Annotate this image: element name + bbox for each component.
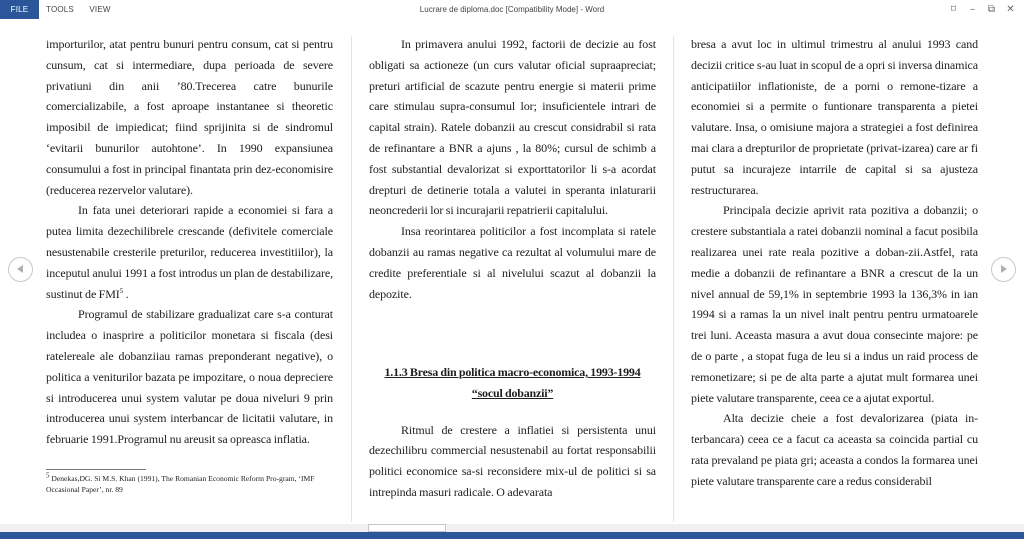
footnote-separator xyxy=(46,469,146,470)
paragraph xyxy=(46,200,333,304)
footnote-text: Denekas,DG. Si M.S. Khan (1991), The Romanian Economic Reform Pro-gram, ‘IMF Occasional Paper’, nr. 89 xyxy=(46,474,315,494)
paragraph: Ritmul de crestere a inflatiei si persistenta unui dezechilibru commercial nesustenabil au fortat responsabilii politici economice sa-si reconsidere mix-ul de politici si sa intrepinda masuri radicale. O adevarata xyxy=(369,422,656,499)
footnote-number: 5 xyxy=(46,471,50,480)
fullscreen-icon[interactable]: ⌑ xyxy=(950,4,957,15)
menu-file[interactable]: FILE xyxy=(0,0,39,19)
next-page-button[interactable] xyxy=(991,257,1016,282)
document-area xyxy=(0,19,1024,524)
page-column-3 xyxy=(691,34,978,492)
footnote-reference[interactable]: 5 xyxy=(119,286,124,295)
window-controls xyxy=(944,0,1020,19)
page-divider xyxy=(673,36,674,522)
section-heading: 1.1.3 Bresa din politica macro-economica, 1993-1994 xyxy=(384,364,641,379)
paragraph: In primavera anului 1992, factorii de decizie au fost obligati sa actioneze (un curs valutar oficial supraapreciat; preturi artificial de scazute pentru energie si materii prime care stimulau supra-consumul lor; insuficientele intrari de capital strain). Ratele dobanzii au crescut considrabil si rata de refinantare a BNR a ajuns , la 80%; cursul de schimb a fost substantial devalorizat si exporttatorilor li s-a acordat drepturi de detinerie totala a valutei in speranta inlaturarii neoncrederii lor si incurajarii repatrierii capitalului. xyxy=(369,37,656,218)
paragraph: bresa a avut loc in ultimul trimestru al anului 1993 cand decizii critice s-au luat in scopul de a opri si inversa dinamica anticipatiilor inflationiste, de a porni o remone-tizare a economiei si a permite o funtionare transparenta a pietei valutare. Insa, o omisiune majora a strategiei a fost definirea mai clara a drepturilor de proprietate (privat-izarea) care ar fi putut sa incurajeze intarrile de capital si sa ajusteza restructurarea. xyxy=(691,37,978,197)
horizontal-scrollbar[interactable] xyxy=(0,524,1024,532)
chevron-right-icon xyxy=(1001,265,1007,273)
paragraph: importurilor, atat pentru bunuri pentru consum, cat si pentru cunsum, cat si intermediare, dupa perioada de severe privatiuni din anii ’80.Trecerea catre bunurile comercializabile, a fost aproape instantanee si theoretic imposibil de impiedicat; fiind sprijinita si de sindromul ‘evitarii bunurilor autohtone’. In 1990 expansiunea consumului a fost in principal finantata prin dez-economisire (reducerea rezervelor valutare). xyxy=(46,37,333,197)
paragraph-text: In fata unei deteriorari rapide a economiei si fara a putea limita dezechilibrele crescande (defivitele comerciale nesustenabile cresterile preturilor, reducerea investitiilor), la inceputul anului 1991 a fost introdus un plan de destabilizare, sustinut de FMI xyxy=(46,203,333,301)
menu-tools[interactable]: TOOLS xyxy=(46,5,74,14)
page-column-1 xyxy=(46,34,333,450)
chevron-left-icon xyxy=(17,265,23,273)
page-column-2 xyxy=(369,34,656,503)
menu-view[interactable]: VIEW xyxy=(89,5,111,14)
page-divider xyxy=(351,36,352,522)
minimize-icon[interactable]: – xyxy=(970,4,975,15)
paragraph: Programul de stabilizare gradualizat care s-a conturat includea o inasprire a politicilor monetara si fiscala (desi ratelereale ale dobanziiau ramas preponderant negative), o politica a veniturilor bazata pe impozitare, o noua depreciere si introducerea unui system valutar pe doua niveluri 9 prin introducerea unui system interbancar de licitatii valutare, in februarie 1991.Programul nu areusit sa opreasca inflatia. xyxy=(46,307,333,447)
window-title: Lucrare de diploma.doc [Compatibility Mode] - Word xyxy=(419,5,605,14)
section-heading-subtitle: “socul dobanzii” xyxy=(471,385,554,400)
close-icon[interactable]: ✕ xyxy=(1006,4,1015,15)
previous-page-button[interactable] xyxy=(8,257,33,282)
paragraph: Insa reorintarea politicilor a fost incomplata si ratele dobanzii au ramas negative ca rezultat al volumului mare de credite preferentiale si al nivelului scazut al dobanzii la depozite. xyxy=(369,224,656,301)
paragraph: Alta decizie cheie a fost devalorizarea (piata in-terbancara) ceea ce a facut ca aceasta sa coincida partial cu rata prevaland pe piata gri; aceasta a condos la formarea unei piete valutare transparente care a redus considerabil xyxy=(691,411,978,488)
status-bar xyxy=(0,532,1024,539)
paragraph: Principala decizie aprivit rata pozitiva a dobanzii; o crestere substantiala a ratei dobanzii nominal a facut posibila realizarea unei rate reala pozitive a doban-zii.Astfel, rata medie a dobanzii de refinantare a BNR a crescut de la un nivel annual de 59,1% in septembrie 1993 la 136,3% in ian 1994 si a ramas la un nivel inalt pentru pentru urmatoarele trei luni. Aceasta masura a avut doua consecinte majore: pe de o parte , a stopat fuga de leu si a indus un raid process de remonetizare; si pe de alta parte a ajutat mult formarea unei piete valutare transparente, ceea ce a ajutat exportul. xyxy=(691,203,978,405)
paragraph-text-end: . xyxy=(123,286,129,301)
title-bar xyxy=(0,0,1024,19)
scrollbar-thumb[interactable] xyxy=(368,524,446,532)
footnote xyxy=(46,473,333,495)
restore-icon[interactable]: ⧉ xyxy=(987,4,996,15)
